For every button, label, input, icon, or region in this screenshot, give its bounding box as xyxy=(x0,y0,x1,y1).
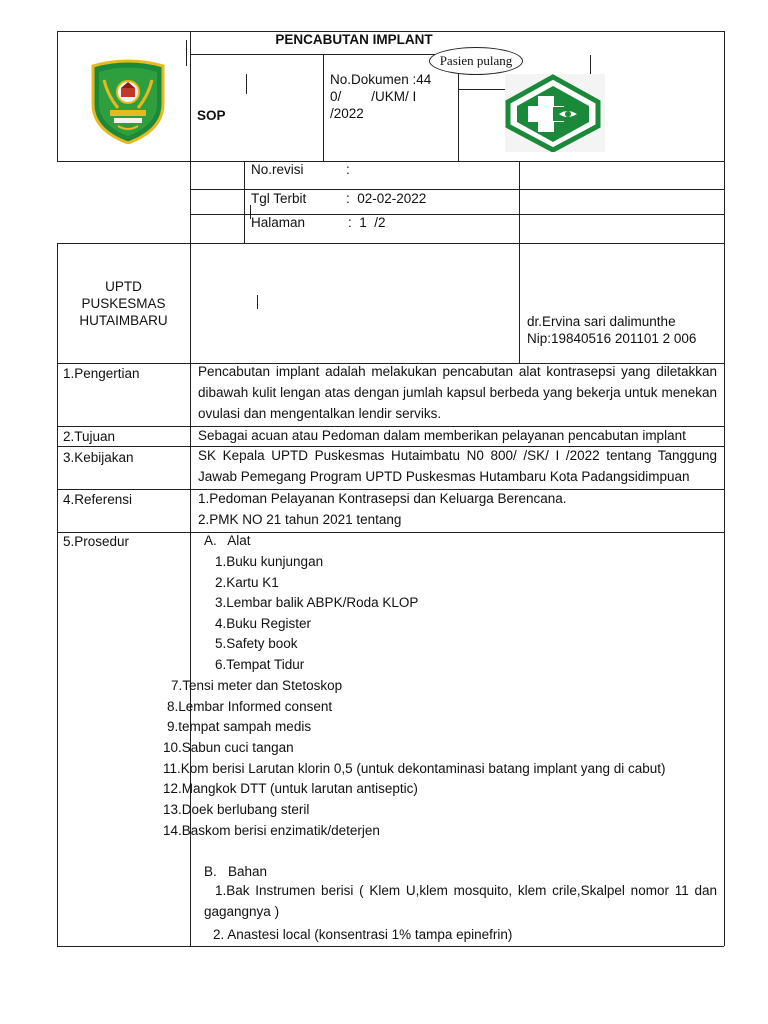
signer-nip: Nip:19840516 201101 2 006 xyxy=(527,331,697,346)
grid-line xyxy=(57,243,58,946)
revisi-value: : xyxy=(346,162,350,177)
list-item: 5.Safety book xyxy=(215,636,298,651)
bahan-item-1: 1.Bak Instrumen berisi ( Klem U,klem mosquito, klem crile,Skalpel nomor 11 dan gagangnya ) xyxy=(204,883,717,919)
doc-number-line1: No.Dokumen :44 xyxy=(330,72,432,87)
tujuan-label: 2.Tujuan xyxy=(63,429,116,444)
prosedur-label: 5.Prosedur xyxy=(63,534,130,549)
revisi-label: No.revisi xyxy=(251,162,304,177)
org-name-line1: UPTD xyxy=(105,279,142,294)
grid-line xyxy=(519,161,520,363)
doc-number-line2: 0/ /UKM/ I xyxy=(330,89,417,104)
grid-line xyxy=(57,161,724,162)
list-item: 4.Buku Register xyxy=(215,616,312,631)
list-item: 13.Doek berlubang steril xyxy=(163,802,310,817)
list-item: 14.Baskom berisi enzimatik/deterjen xyxy=(163,823,380,838)
bahan-heading: B. Bahan xyxy=(204,864,268,879)
bahan-item-2: 2. Anastesi local (konsentrasi 1% tampa epinefrin) xyxy=(213,927,513,942)
stray-mark xyxy=(257,295,258,309)
grid-line xyxy=(244,161,245,243)
org-name-line3: HUTAIMBARU xyxy=(79,313,168,328)
signer-name: dr.Ervina sari dalimunthe xyxy=(527,314,676,329)
kebijakan-text: SK Kepala UPTD Puskesmas Hutaimbatu N0 800/ /SK/ I /2022 tentang Tanggung Jawab Pemegang Program UPTD Puskesmas Hutambaru Kota Padangsidimpuan xyxy=(198,448,717,484)
grid-line xyxy=(724,31,725,946)
halaman-label: Halaman xyxy=(251,215,306,230)
list-item: 7.Tensi meter dan Stetoskop xyxy=(171,678,343,693)
stray-mark xyxy=(246,74,247,94)
pasien-pulang-stamp: Pasien pulang xyxy=(429,47,523,75)
sop-label: SOP xyxy=(197,108,226,123)
list-item: 12.Mangkok DTT (untuk larutan antiseptic) xyxy=(163,781,418,796)
list-item: 6.Tempat Tidur xyxy=(215,657,305,672)
grid-line xyxy=(57,31,58,161)
list-item: 10.Sabun cuci tangan xyxy=(163,740,294,755)
emblem-logo xyxy=(88,58,168,144)
doc-number-line3: /2022 xyxy=(330,106,364,121)
list-item: 2.Kartu K1 xyxy=(215,575,279,590)
list-item: 9.tempat sampah medis xyxy=(167,719,312,734)
alat-heading: A. Alat xyxy=(204,533,251,548)
referensi-label: 4.Referensi xyxy=(63,492,133,507)
tujuan-text: Sebagai acuan atau Pedoman dalam memberikan pelayanan pencabutan implant xyxy=(198,428,686,443)
pengertian-text: Pencabutan implant adalah melakukan pencabutan alat kontrasepsi yang diletakkan dibawah kulit lengan atas dengan jumlah kapsul berbeda yang bekerja untuk menekan ovulasi dan mengentalkan lendir serviks. xyxy=(198,364,717,421)
list-item: 8.Lembar Informed consent xyxy=(167,699,333,714)
grid-line xyxy=(323,54,324,161)
grid-line xyxy=(57,946,724,947)
halaman-value: : 1 /2 xyxy=(348,215,386,230)
puskesmas-logo xyxy=(505,74,605,152)
grid-line xyxy=(190,54,458,55)
pengertian-label: 1.Pengertian xyxy=(63,366,140,381)
kebijakan-label: 3.Kebijakan xyxy=(63,450,134,465)
referensi-line2: 2.PMK NO 21 tahun 2021 tentang xyxy=(198,512,402,527)
grid-line xyxy=(57,532,724,533)
org-name-line2: PUSKESMAS xyxy=(81,296,166,311)
terbit-value: : 02-02-2022 xyxy=(346,191,427,206)
list-item: 1.Buku kunjungan xyxy=(215,554,324,569)
terbit-label: Tgl Terbit xyxy=(251,191,307,206)
grid-line xyxy=(57,243,724,244)
referensi-line1: 1.Pedoman Pelayanan Kontrasepsi dan Keluarga Berencana. xyxy=(198,491,567,506)
list-item: 11.Kom berisi Larutan klorin 0,5 (untuk dekontaminasi batang implant yang di cabut) xyxy=(163,761,666,776)
page-title: PENCABUTAN IMPLANT xyxy=(275,32,433,47)
list-item: 3.Lembar balik ABPK/Roda KLOP xyxy=(215,595,419,610)
stray-mark xyxy=(186,40,187,66)
